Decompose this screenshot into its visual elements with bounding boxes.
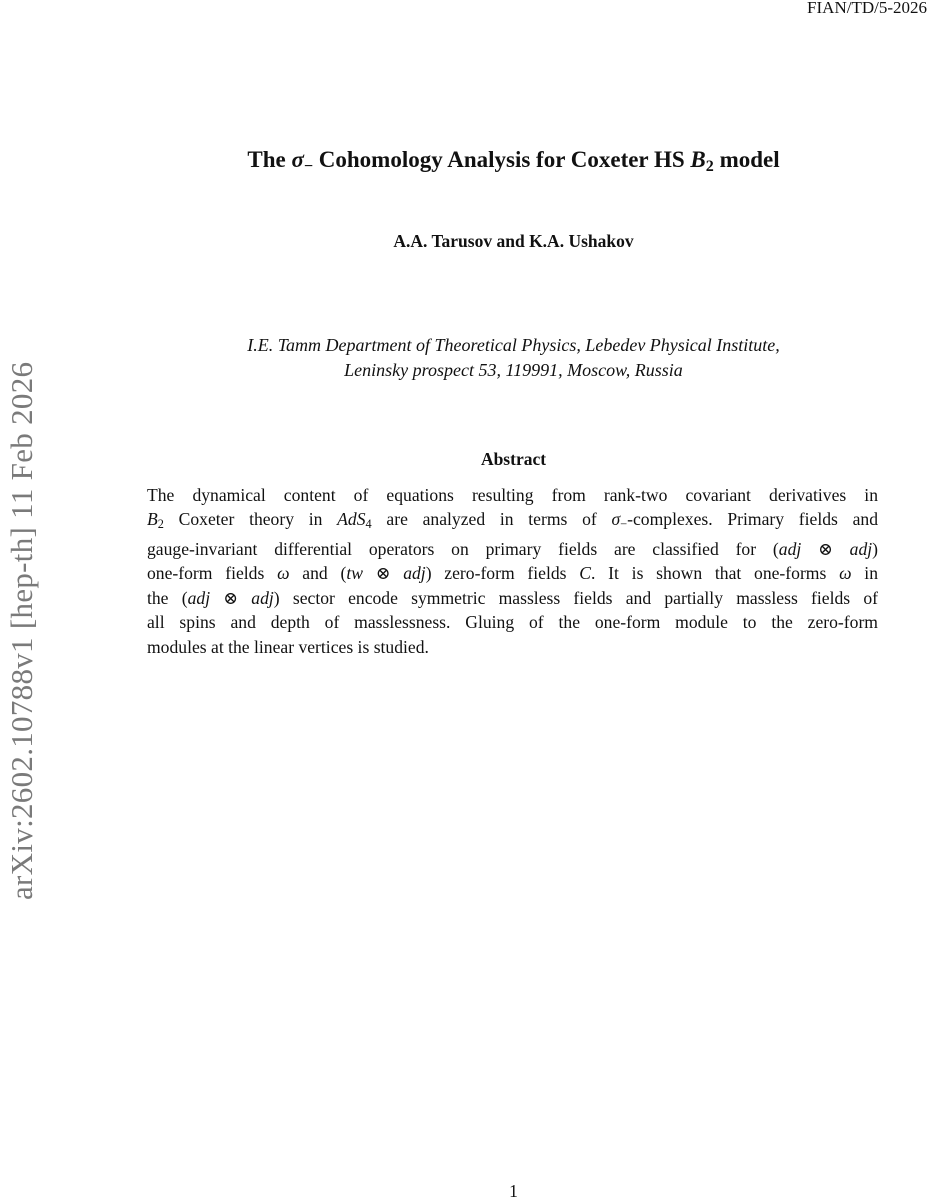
abstract-line [147,586,878,610]
text-segment: ) zero-form fields [425,563,580,584]
text-segment: ⊗ [362,563,404,584]
abstract-line [147,561,878,585]
text-segment: The dynamical content of equations resulting from rank-two covariant derivatives in [147,485,878,505]
math-segment: B [147,509,158,530]
math-segment: − [620,517,628,532]
math-segment: σ [611,509,621,530]
text-segment: ) [872,538,878,559]
text-segment: the ( [147,587,188,608]
abstract-line [147,507,878,536]
report-number: FIAN/TD/5-2026 [807,0,927,17]
page-number: 1 [509,1181,518,1201]
authors: A.A. Tarusov and K.A. Ushakov [393,231,634,251]
math-segment: 2 [157,517,164,532]
paper-title [0,147,929,176]
text-segment: -complexes. Primary fields and [627,509,879,530]
text-segment: gauge-invariant differential operators on primary fields are classified for ( [147,538,779,559]
text-segment: in [851,563,878,584]
math-segment: AdS [337,509,366,530]
math-segment: adj [849,538,873,559]
text-segment: and ( [289,563,347,584]
abstract-line [147,537,878,561]
math-segment: 4 [365,517,372,532]
abstract-line [147,610,878,634]
math-segment: adj [778,538,802,559]
math-segment: adj [251,587,274,608]
math-segment: tw [346,563,363,584]
text-segment: model [713,147,780,172]
text-segment: all spins and depth of masslessness. Gluing of the one-form module to the zero-form [147,612,878,633]
text-segment: Coxeter theory in [163,509,338,530]
abstract-line [147,483,878,507]
text-segment: modules at the linear vertices is studied. [147,636,429,657]
text-segment: Cohomology Analysis for Coxeter HS [313,147,691,172]
math-segment: B [690,147,706,172]
text-segment: ⊗ [801,538,850,559]
math-segment: − [303,158,314,176]
math-segment: ω [839,563,852,584]
math-segment: 2 [705,158,714,176]
arxiv-stamp: arXiv:2602.10788v1 [hep-th] 11 Feb 2026 [4,361,39,900]
text-segment: are analyzed in terms of [371,509,612,530]
text-segment: ) sector encode symmetric massless fields and partially massless fields of [273,587,878,608]
math-segment: adj [187,587,211,608]
math-segment: ω [277,563,290,584]
abstract-line [147,635,878,659]
math-segment: σ [291,147,304,172]
affiliation [0,333,929,383]
text-segment: one-form fields [147,563,278,584]
text-segment: ⊗ [210,587,252,608]
math-segment: C [579,563,592,584]
affiliation-line: Leninsky prospect 53, 119991, Moscow, Russia [344,360,683,380]
text-segment: The [247,147,292,172]
text-segment: . It is shown that one-forms [591,563,840,584]
math-segment: adj [403,563,426,584]
affiliation-line: I.E. Tamm Department of Theoretical Physics, Lebedev Physical Institute, [247,335,780,355]
abstract-body [147,483,878,659]
abstract-heading: Abstract [480,449,547,469]
